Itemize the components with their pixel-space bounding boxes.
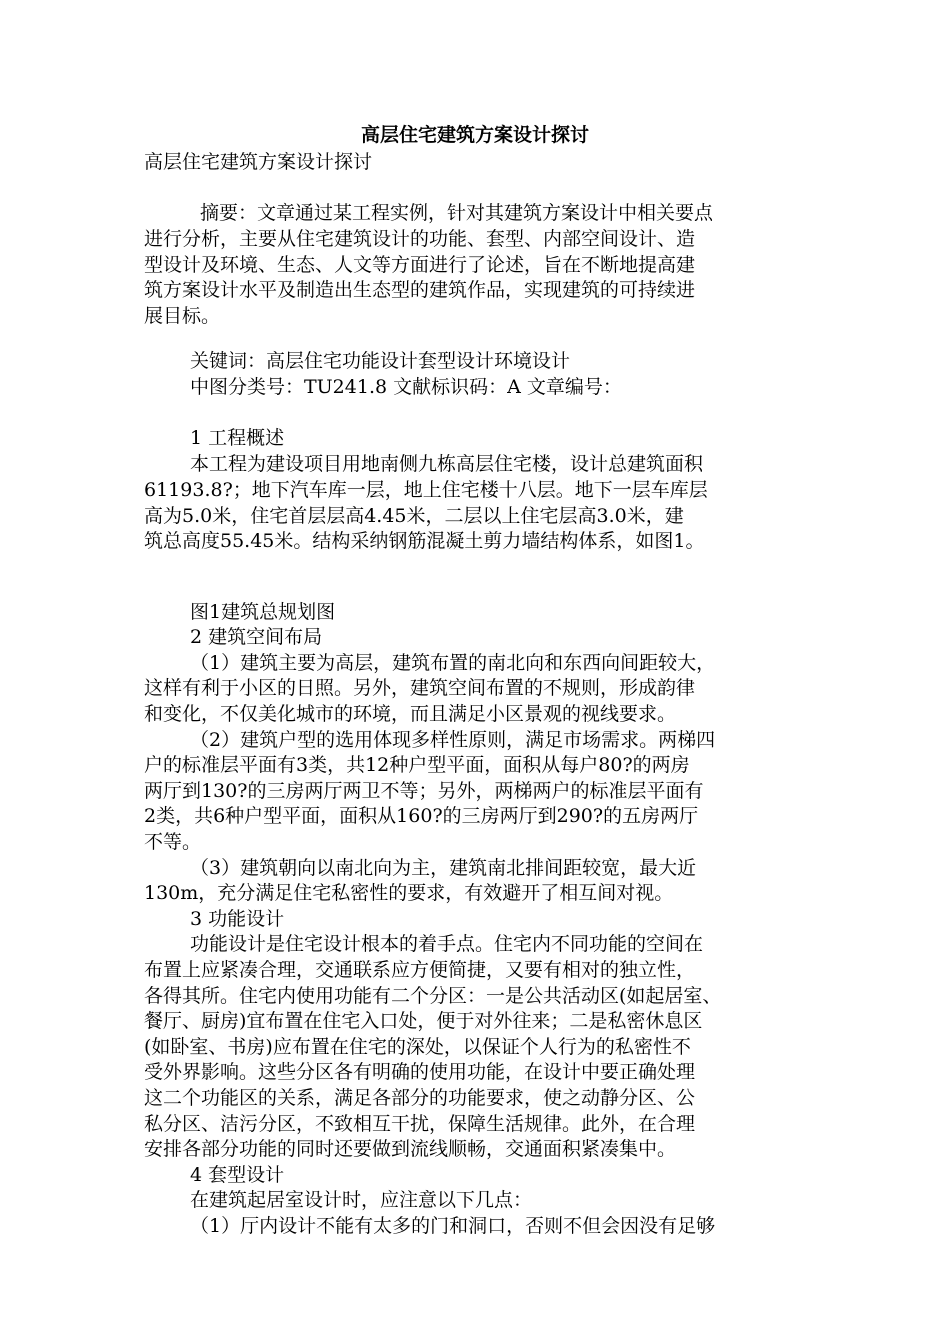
paragraph-line: （1）建筑主要为高层，建筑布置的南北向和东西向间距较大， [190, 652, 716, 674]
classification-line: 中图分类号：TU241.8 文献标识码：A 文章编号： [190, 376, 622, 398]
keywords-line: 关键词：高层住宅功能设计套型设计环境设计 [190, 350, 571, 372]
paragraph-line: （1）厅内设计不能有太多的门和洞口，否则不但会因没有足够 [190, 1215, 716, 1237]
paragraph-line: 布置上应紧凑合理，交通联系应方便简捷，又要有相对的独立性， [144, 959, 696, 981]
paragraph-line: 两厅到130?的三房两厅两卫不等；另外，两梯两户的标准层平面有 [144, 780, 704, 802]
document-subtitle: 高层住宅建筑方案设计探讨 [144, 151, 373, 173]
figure-caption: 图1建筑总规划图 [190, 601, 336, 623]
paragraph-line: 这样有利于小区的日照。另外，建筑空间布置的不规则，形成韵律 [144, 677, 696, 699]
paragraph-line: 私分区、洁污分区，不致相互干扰，保障生活规律。此外，在合理 [144, 1113, 696, 1135]
paragraph-line: 各得其所。住宅内使用功能有二个分区：一是公共活动区(如起居室、 [144, 985, 722, 1007]
document-title: 高层住宅建筑方案设计探讨 [360, 124, 589, 146]
paragraph-line: 餐厅、厨房)宜布置在住宅入口处，便于对外往来；二是私密休息区 [144, 1010, 703, 1032]
abstract-line: 型设计及环境、生态、人文等方面进行了论述，旨在不断地提高建 [144, 254, 696, 276]
paragraph-line: （3）建筑朝向以南北向为主，建筑南北排间距较宽，最大近 [190, 857, 697, 879]
paragraph-line: 受外界影响。这些分区各有明确的使用功能，在设计中要正确处理 [144, 1061, 696, 1083]
abstract-line: 进行分析，主要从住宅建筑设计的功能、套型、内部空间设计、造 [144, 228, 696, 250]
paragraph-line: 61193.8?；地下汽车库一层，地上住宅楼十八层。地下一层车库层 [144, 479, 708, 501]
paragraph-line: 安排各部分功能的同时还要做到流线顺畅，交通面积紧凑集中。 [144, 1138, 677, 1160]
section-heading: 2 建筑空间布局 [190, 626, 323, 648]
paragraph-line: 这二个功能区的关系，满足各部分的功能要求，使之动静分区、公 [144, 1087, 696, 1109]
paragraph-line: 筑总高度55.45米。结构采纳钢筋混凝土剪力墙结构体系，如图1。 [144, 530, 705, 552]
abstract-line: 展目标。 [144, 305, 221, 327]
paragraph-line: (如卧室、书房)应布置在住宅的深处，以保证个人行为的私密性不 [144, 1036, 691, 1058]
section-heading: 4 套型设计 [190, 1164, 285, 1186]
paragraph-line: （2）建筑户型的选用体现多样性原则，满足市场需求。两梯四 [190, 729, 716, 751]
paragraph-line: 功能设计是住宅设计根本的着手点。住宅内不同功能的空间在 [190, 933, 704, 955]
abstract-line: 筑方案设计水平及制造出生态型的建筑作品，实现建筑的可持续进 [144, 279, 696, 301]
paragraph-line: 不等。 [144, 831, 202, 853]
paragraph-line: 130m，充分满足住宅私密性的要求，有效避开了相互间对视。 [144, 882, 674, 904]
paragraph-line: 在建筑起居室设计时，应注意以下几点： [190, 1189, 533, 1211]
section-heading: 1 工程概述 [190, 427, 285, 449]
paragraph-line: 户的标准层平面有3类，共12种户型平面，面积从每户80?的两房 [144, 754, 690, 776]
abstract-line: 摘要：文章通过某工程实例，针对其建筑方案设计中相关要点 [200, 202, 714, 224]
section-heading: 3 功能设计 [190, 908, 285, 930]
paragraph-line: 高为5.0米，住宅首层层高4.45米，二层以上住宅层高3.0米，建 [144, 505, 684, 527]
paragraph-line: 和变化，不仅美化城市的环境，而且满足小区景观的视线要求。 [144, 703, 677, 725]
paragraph-line: 本工程为建设项目用地南侧九栋高层住宅楼，设计总建筑面积 [190, 453, 704, 475]
paragraph-line: 2类，共6种户型平面，面积从160?的三房两厅到290?的五房两厅 [144, 805, 699, 827]
